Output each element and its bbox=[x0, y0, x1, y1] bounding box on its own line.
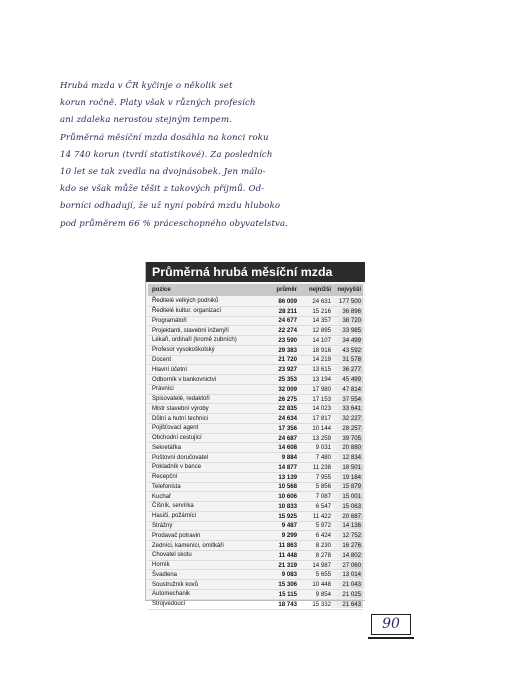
table-row bbox=[148, 395, 363, 405]
cell-min: 17 817 bbox=[312, 415, 331, 423]
table-row bbox=[148, 502, 363, 512]
cell-avg: 15 115 bbox=[278, 590, 297, 598]
cell-min: 15 332 bbox=[312, 600, 331, 608]
handwritten-line: pod průměrem 66 % práceschopného obyvatelstva. bbox=[60, 218, 289, 229]
cell-name: Ředitelé velkých podniků bbox=[152, 298, 219, 305]
cell-max: 43 592 bbox=[331, 347, 363, 354]
cell-min: 5 655 bbox=[315, 571, 331, 579]
cell-min: 9 854 bbox=[315, 590, 331, 598]
cell-min: 7 955 bbox=[315, 473, 331, 481]
cell-name: Odborník v bankovnictví bbox=[152, 376, 217, 383]
table-row bbox=[148, 443, 363, 453]
cell-max: 21 643 bbox=[331, 601, 363, 608]
cell-max: 36 277 bbox=[331, 366, 363, 373]
cell-max: 18 501 bbox=[331, 464, 363, 471]
cell-max: 38 720 bbox=[331, 317, 363, 324]
cell-avg: 22 274 bbox=[278, 327, 297, 335]
cell-name: Hlavní účetní bbox=[152, 366, 188, 373]
cell-name: Chovatel skotu bbox=[152, 552, 192, 559]
table-row bbox=[148, 512, 363, 522]
cell-avg: 22 835 bbox=[278, 405, 297, 413]
cell-min: 18 916 bbox=[312, 346, 331, 354]
cell-avg: 26 275 bbox=[278, 395, 297, 403]
cell-max: 47 814 bbox=[331, 386, 363, 393]
cell-max: 31 578 bbox=[331, 356, 363, 363]
table-row bbox=[148, 600, 363, 610]
table-row bbox=[148, 580, 363, 590]
table-row bbox=[148, 297, 363, 307]
cell-name: Švadlena bbox=[152, 571, 178, 578]
handwritten-line: 10 let se tak zvedla na dvojnásobek. Jen málo- bbox=[60, 166, 266, 177]
table-row bbox=[148, 424, 363, 434]
cell-max: 16 276 bbox=[331, 542, 363, 549]
cell-min: 13 194 bbox=[312, 376, 331, 383]
table-row bbox=[148, 492, 363, 502]
cell-avg: 9 299 bbox=[281, 532, 297, 540]
table-row bbox=[148, 375, 363, 385]
cell-name: Zedníci, kameníci, omítkáři bbox=[152, 542, 224, 549]
cell-name: Automechanik bbox=[152, 591, 191, 598]
salary-table-clipping bbox=[145, 262, 365, 608]
table-row bbox=[148, 307, 363, 317]
cell-min: 14 987 bbox=[312, 561, 331, 569]
handwritten-paragraph bbox=[60, 78, 360, 233]
table-row bbox=[148, 346, 363, 356]
cell-name: Důlní a hutní technici bbox=[152, 415, 209, 422]
cell-avg: 24 677 bbox=[278, 317, 297, 325]
cell-max: 15 063 bbox=[331, 503, 363, 510]
cell-min: 8 278 bbox=[315, 551, 331, 559]
cell-min: 10 448 bbox=[312, 581, 331, 589]
cell-max: 45 499 bbox=[331, 376, 363, 383]
table-row bbox=[148, 365, 363, 375]
cell-avg: 11 448 bbox=[278, 551, 297, 559]
cell-avg: 15 306 bbox=[278, 581, 297, 589]
cell-avg: 24 634 bbox=[278, 415, 297, 423]
table-row bbox=[148, 522, 363, 532]
table-row bbox=[148, 541, 363, 551]
cell-avg: 21 720 bbox=[278, 356, 297, 364]
cell-min: 14 023 bbox=[312, 405, 331, 413]
cell-avg: 10 606 bbox=[278, 493, 297, 501]
cell-max: 36 896 bbox=[331, 308, 363, 315]
table-row bbox=[148, 356, 363, 366]
header-min: nejnižší bbox=[308, 287, 331, 293]
cell-name: Spisovatelé, redaktoři bbox=[152, 396, 210, 403]
cell-max: 15 001 bbox=[331, 493, 363, 500]
cell-min: 24 631 bbox=[312, 297, 331, 305]
cell-avg: 21 319 bbox=[278, 561, 297, 569]
cell-max: 12 752 bbox=[331, 532, 363, 539]
page-number: 90 bbox=[371, 614, 411, 635]
cell-min: 14 357 bbox=[312, 317, 331, 325]
cell-name: Obchodní cestující bbox=[152, 435, 202, 442]
cell-name: Strojvedoucí bbox=[152, 601, 186, 608]
cell-max: 19 184 bbox=[331, 474, 363, 481]
cell-min: 5 972 bbox=[315, 522, 331, 530]
cell-avg: 14 608 bbox=[278, 444, 297, 452]
table-row bbox=[148, 404, 363, 414]
cell-name: Kuchař bbox=[152, 493, 172, 500]
table-row bbox=[148, 414, 363, 424]
table-row bbox=[148, 336, 363, 346]
cell-avg: 10 568 bbox=[278, 483, 297, 491]
table-row bbox=[148, 453, 363, 463]
cell-max: 20 687 bbox=[331, 513, 363, 520]
cell-name: Poštovní doručovatel bbox=[152, 454, 209, 461]
table-row bbox=[148, 483, 363, 493]
cell-max: 33 985 bbox=[331, 327, 363, 334]
cell-avg: 29 383 bbox=[278, 346, 297, 354]
cell-name: Číšník, servírka bbox=[152, 503, 194, 510]
table-header-row bbox=[148, 284, 363, 296]
table-row bbox=[148, 531, 363, 541]
table-row bbox=[148, 473, 363, 483]
cell-name: Pokladník v bance bbox=[152, 464, 202, 471]
cell-avg: 28 211 bbox=[278, 307, 297, 315]
cell-max: 12 834 bbox=[331, 454, 363, 461]
table-body bbox=[148, 297, 363, 610]
cell-name: Právníci bbox=[152, 386, 174, 393]
handwritten-line: Průměrná měsíční mzda dosáhla na konci roku bbox=[60, 132, 269, 143]
table-row bbox=[148, 326, 363, 336]
handwritten-line: korun ročně. Platy však v různých profesích bbox=[60, 98, 256, 109]
cell-max: 39 705 bbox=[331, 435, 363, 442]
cell-min: 5 856 bbox=[315, 483, 331, 491]
cell-min: 6 547 bbox=[315, 502, 331, 510]
table-row bbox=[148, 590, 363, 600]
cell-max: 14 802 bbox=[331, 552, 363, 559]
handwritten-line: borníci odhadují, že už nyní pobírá mzdu hluboko bbox=[60, 201, 281, 212]
table-row bbox=[148, 570, 363, 580]
cell-min: 8 230 bbox=[315, 542, 331, 550]
cell-avg: 17 356 bbox=[278, 424, 297, 432]
handwritten-line: ani zdaleka nerostou stejným tempem. bbox=[60, 115, 233, 126]
cell-avg: 18 743 bbox=[278, 600, 297, 608]
cell-max: 20 880 bbox=[331, 444, 363, 451]
cell-avg: 14 877 bbox=[278, 463, 297, 471]
cell-avg: 15 925 bbox=[278, 512, 297, 520]
cell-min: 14 219 bbox=[312, 356, 331, 364]
table-row bbox=[148, 463, 363, 473]
handwritten-line: Hrubá mzda v ČR kyčinje o několik set bbox=[60, 81, 233, 91]
cell-name: Recepční bbox=[152, 474, 178, 481]
cell-name: Telefonista bbox=[152, 483, 181, 490]
cell-avg: 32 009 bbox=[278, 385, 297, 393]
cell-min: 12 895 bbox=[312, 327, 331, 335]
cell-min: 17 153 bbox=[312, 395, 331, 403]
cell-name: Programátoři bbox=[152, 317, 187, 324]
cell-name: Prodavač potravin bbox=[152, 532, 201, 539]
cell-max: 34 499 bbox=[331, 337, 363, 344]
cell-avg: 86 009 bbox=[278, 297, 297, 305]
table-row bbox=[148, 561, 363, 571]
handwritten-line: kdo se však může těšit z takových příjmů. Od- bbox=[60, 184, 265, 195]
cell-name: Strážný bbox=[152, 522, 173, 529]
header-name: pozice bbox=[152, 287, 171, 293]
cell-name: Soustružník kovů bbox=[152, 581, 199, 588]
cell-min: 7 087 bbox=[315, 493, 331, 501]
table-row bbox=[148, 551, 363, 561]
cell-max: 33 641 bbox=[331, 405, 363, 412]
cell-max: 28 257 bbox=[331, 425, 363, 432]
cell-name: Sekretářka bbox=[152, 444, 182, 451]
cell-max: 177 500 bbox=[331, 298, 363, 305]
header-avg: průměr bbox=[276, 287, 297, 293]
cell-avg: 11 863 bbox=[278, 542, 297, 550]
cell-min: 11 422 bbox=[312, 512, 331, 520]
table-row bbox=[148, 385, 363, 395]
cell-name: Pojišťovací agent bbox=[152, 425, 199, 432]
cell-min: 15 216 bbox=[312, 307, 331, 315]
cell-name: Horník bbox=[152, 562, 170, 569]
table-title: Průměrná hrubá měsíční mzda bbox=[146, 262, 365, 282]
cell-avg: 9 487 bbox=[281, 522, 297, 530]
cell-name: Projektanti, stavební inženýři bbox=[152, 327, 229, 334]
cell-min: 7 480 bbox=[315, 454, 331, 462]
cell-avg: 25 353 bbox=[278, 376, 297, 383]
cell-min: 10 144 bbox=[312, 424, 331, 432]
cell-max: 15 879 bbox=[331, 483, 363, 490]
cell-name: Mistr stavební výroby bbox=[152, 405, 209, 412]
handwritten-line: 14 740 korun (tvrdí statistikové). Za posledních bbox=[60, 149, 273, 160]
page-number-underline bbox=[368, 637, 414, 639]
cell-min: 9 031 bbox=[315, 444, 331, 452]
cell-max: 27 060 bbox=[331, 562, 363, 569]
cell-name: Ředitelé kultur. organizací bbox=[152, 308, 222, 315]
cell-name: Profesor vysokoškolský bbox=[152, 347, 215, 354]
cell-avg: 13 139 bbox=[278, 473, 297, 481]
cell-avg: 23 590 bbox=[278, 336, 297, 344]
cell-min: 13 615 bbox=[312, 366, 331, 374]
cell-max: 13 014 bbox=[331, 571, 363, 578]
cell-avg: 24 687 bbox=[278, 434, 297, 442]
cell-avg: 23 927 bbox=[278, 366, 297, 374]
cell-max: 14 136 bbox=[331, 522, 363, 529]
cell-avg: 10 833 bbox=[278, 502, 297, 510]
cell-min: 6 424 bbox=[315, 532, 331, 540]
cell-name: Hasiči, požárníci bbox=[152, 513, 197, 520]
cell-min: 13 259 bbox=[312, 434, 331, 442]
cell-min: 14 107 bbox=[312, 336, 331, 344]
cell-max: 21 025 bbox=[331, 591, 363, 598]
cell-min: 17 980 bbox=[312, 385, 331, 393]
cell-name: Lékaři, ordinaři (kromě zubních) bbox=[152, 337, 237, 344]
table-row bbox=[148, 317, 363, 327]
cell-max: 32 227 bbox=[331, 415, 363, 422]
cell-max: 37 554 bbox=[331, 396, 363, 403]
header-max: nejvyšší bbox=[337, 287, 361, 293]
cell-avg: 9 884 bbox=[281, 454, 297, 462]
cell-min: 11 238 bbox=[312, 463, 331, 471]
cell-max: 21 043 bbox=[331, 581, 363, 588]
cell-name: Docent bbox=[152, 356, 172, 363]
table-row bbox=[148, 434, 363, 444]
cell-avg: 9 083 bbox=[281, 571, 297, 579]
